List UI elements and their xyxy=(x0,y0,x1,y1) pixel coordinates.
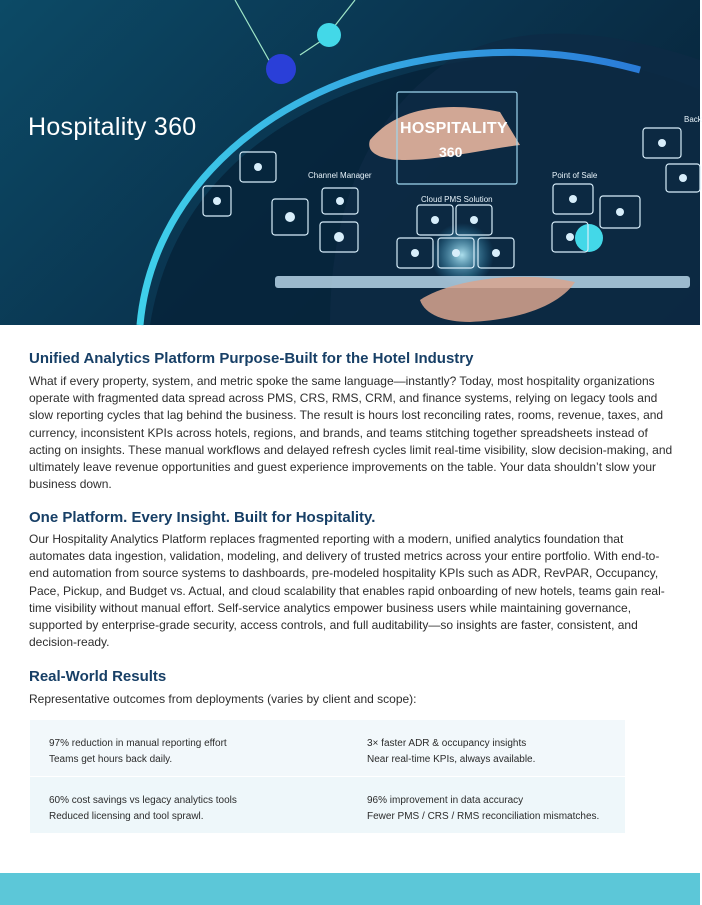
section-body-unified: What if every property, system, and metric spoke the same language—instantly? Today, most hospitality organizations operate with fragmented data spread across PMS, CRS, RMS, CRM, and finance systems, relying on legacy tools and slow reporting cycles that lag behind the business. The result is hours lost reconciling rates, rooms, revenue, taxes, and currency, inconsistent KPIs across hotels, regions, and brands, and teams stitching together spreadsheets instead of acting on insights. These manual workflows and delayed refresh cycles limit real-time visibility, slow decision-making, and ultimately leave revenue opportunities and guest experience improvements on the table. Your data shouldn’t slow your business down. xyxy=(29,374,673,492)
result-desc: Reduced licensing and tool sprawl. xyxy=(49,811,204,822)
label-cloud-pms: Cloud PMS Solution xyxy=(421,195,493,204)
hero-title: Hospitality 360 xyxy=(28,113,197,141)
result-desc: Fewer PMS / CRS / RMS reconciliation mismatches. xyxy=(367,811,600,822)
results-heading: Real-World Results xyxy=(29,668,167,685)
result-title: 3× faster ADR & occupancy insights xyxy=(367,738,527,749)
results-table xyxy=(30,720,625,833)
results-row xyxy=(30,777,625,833)
result-item xyxy=(367,736,535,768)
hospitality-360-logo xyxy=(397,92,517,184)
result-desc: Teams get hours back daily. xyxy=(49,754,173,765)
result-title: 60% cost savings vs legacy analytics tools xyxy=(49,795,237,806)
logo-line2: 360 xyxy=(439,144,463,160)
label-channel-manager: Channel Manager xyxy=(308,171,372,180)
section-heading-unified: Unified Analytics Platform Purpose-Built for the Hotel Industry xyxy=(29,350,474,367)
section-heading-platform: One Platform. Every Insight. Built for Hospitality. xyxy=(29,509,376,526)
result-title: 96% improvement in data accuracy xyxy=(367,795,524,806)
results-row xyxy=(30,720,625,776)
hero-banner xyxy=(0,0,700,325)
result-item xyxy=(49,736,227,768)
label-point-of-sale: Point of Sale xyxy=(552,171,598,180)
results-note: Representative outcomes from deployments (varies by client and scope): xyxy=(29,692,417,706)
footer-bar xyxy=(0,873,700,905)
result-item xyxy=(367,793,599,825)
result-title: 97% reduction in manual reporting effort xyxy=(49,738,227,749)
label-back: Back xyxy=(684,115,702,124)
result-desc: Near real-time KPIs, always available. xyxy=(367,754,536,765)
result-item xyxy=(49,793,237,825)
section-body-platform: Our Hospitality Analytics Platform replaces fragmented reporting with a modern, unified analytics foundation that automates data ingestion, validation, modeling, and delivery of trusted metrics across your entire portfolio. With end-to-end automation from source systems to dashboards, pre-modeled hospitality KPIs such as ADR, RevPAR, Occupancy, Pace, Pickup, and Budget vs. Actual, and cloud scalability that enables rapid onboarding of new hotels, teams gain real-time visibility without manual effort. Self-service analytics empower business users while maintaining governance, supported by enterprise-grade security, access controls, and full auditability—so insights are faster, consistent, and decision-ready. xyxy=(29,532,665,650)
hero-illustration xyxy=(0,0,700,325)
logo-line1: HOSPITALITY xyxy=(400,120,508,137)
